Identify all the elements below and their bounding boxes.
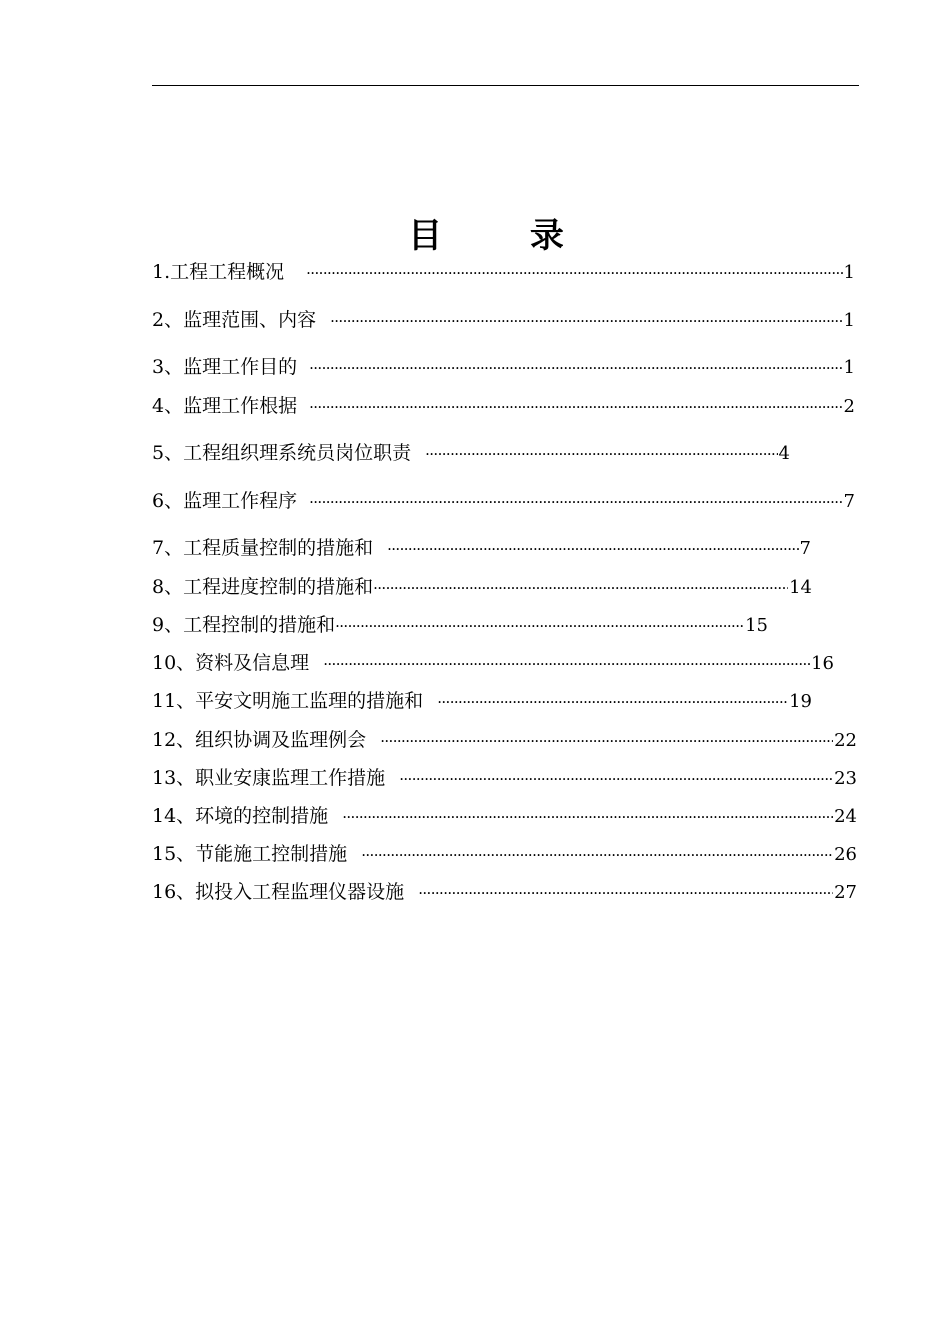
toc-entry-label: 16、拟投入工程监理仪器设施 xyxy=(152,881,405,903)
toc-leader-dots xyxy=(342,804,833,829)
toc-entry-label: 11、平安文明施工监理的措施和 xyxy=(152,690,424,712)
toc-leader-dots xyxy=(399,766,833,791)
toc-entry-label: 5、工程组织理系统员岗位职责 xyxy=(152,442,412,464)
toc-leader-dots xyxy=(361,842,833,867)
toc-entry-page: 22 xyxy=(834,730,857,751)
toc-entry-7[interactable] xyxy=(152,535,811,561)
toc-leader-dots xyxy=(380,728,833,753)
toc-entry-page: 1 xyxy=(843,310,855,331)
toc-entry-13[interactable] xyxy=(152,765,857,791)
toc-entry-9[interactable] xyxy=(152,612,768,638)
toc-entry-page: 2 xyxy=(843,396,855,417)
toc-entry-label: 2、监理范围、内容 xyxy=(152,309,317,331)
toc-entry-label: 9、工程控制的措施和 xyxy=(152,614,336,636)
toc-entry-label: 4、监理工作根据 xyxy=(152,395,298,417)
toc-entry-11[interactable] xyxy=(152,688,812,714)
toc-entry-label: 12、组织协调及监理例会 xyxy=(152,729,367,751)
toc-entry-label: 10、资料及信息理 xyxy=(152,652,310,674)
toc-leader-dots xyxy=(418,880,833,905)
toc-entry-page: 19 xyxy=(789,691,812,712)
toc-entry-page: 26 xyxy=(834,844,857,865)
toc-entry-page: 1 xyxy=(843,262,855,283)
toc-entry-page: 4 xyxy=(778,443,790,464)
toc-leader-dots xyxy=(437,689,788,714)
toc-leader-dots xyxy=(373,575,788,600)
toc-title: 目 录 xyxy=(408,216,602,256)
toc-leader-dots xyxy=(387,536,798,561)
toc-entry-page: 16 xyxy=(811,653,834,674)
header-rule xyxy=(152,85,859,86)
toc-entry-label: 7、工程质量控制的措施和 xyxy=(152,537,374,559)
toc-entry-page: 1 xyxy=(843,357,855,378)
toc-leader-dots xyxy=(335,613,744,638)
toc-entry-label: 8、工程进度控制的措施和 xyxy=(152,576,374,598)
toc-leader-dots xyxy=(306,260,842,285)
toc-entry-label: 14、环境的控制措施 xyxy=(152,805,329,827)
toc-entry-10[interactable] xyxy=(152,650,834,676)
toc-leader-dots xyxy=(330,308,842,333)
toc-entry-page: 14 xyxy=(789,577,812,598)
toc-entry-12[interactable] xyxy=(152,727,857,753)
toc-entry-14[interactable] xyxy=(152,803,857,829)
toc-entry-label: 1.工程工程概况 xyxy=(152,261,285,283)
toc-entry-label: 13、职业安康监理工作措施 xyxy=(152,767,386,789)
toc-entry-page: 27 xyxy=(834,882,857,903)
toc-entry-label: 15、节能施工控制措施 xyxy=(152,843,348,865)
toc-leader-dots xyxy=(425,441,777,466)
toc-entry-page: 7 xyxy=(799,538,811,559)
toc-entry-3[interactable] xyxy=(152,354,855,380)
toc-entry-page: 15 xyxy=(745,615,768,636)
toc-leader-dots xyxy=(309,355,842,380)
toc-entry-15[interactable] xyxy=(152,841,857,867)
toc-entry-page: 7 xyxy=(843,491,855,512)
toc-entry-1[interactable] xyxy=(152,259,855,285)
toc-entry-5[interactable] xyxy=(152,440,790,466)
toc-entry-16[interactable] xyxy=(152,879,857,905)
toc-leader-dots xyxy=(309,489,842,514)
toc-entry-label: 3、监理工作目的 xyxy=(152,356,298,378)
toc-leader-dots xyxy=(323,651,810,676)
toc-entry-6[interactable] xyxy=(152,488,855,514)
toc-entry-8[interactable] xyxy=(152,574,812,600)
toc-entry-page: 24 xyxy=(834,806,857,827)
toc-leader-dots xyxy=(309,394,842,419)
toc-entry-2[interactable] xyxy=(152,307,855,333)
toc-entry-4[interactable] xyxy=(152,393,855,419)
toc-entry-page: 23 xyxy=(834,768,857,789)
toc-entry-label: 6、监理工作程序 xyxy=(152,490,298,512)
